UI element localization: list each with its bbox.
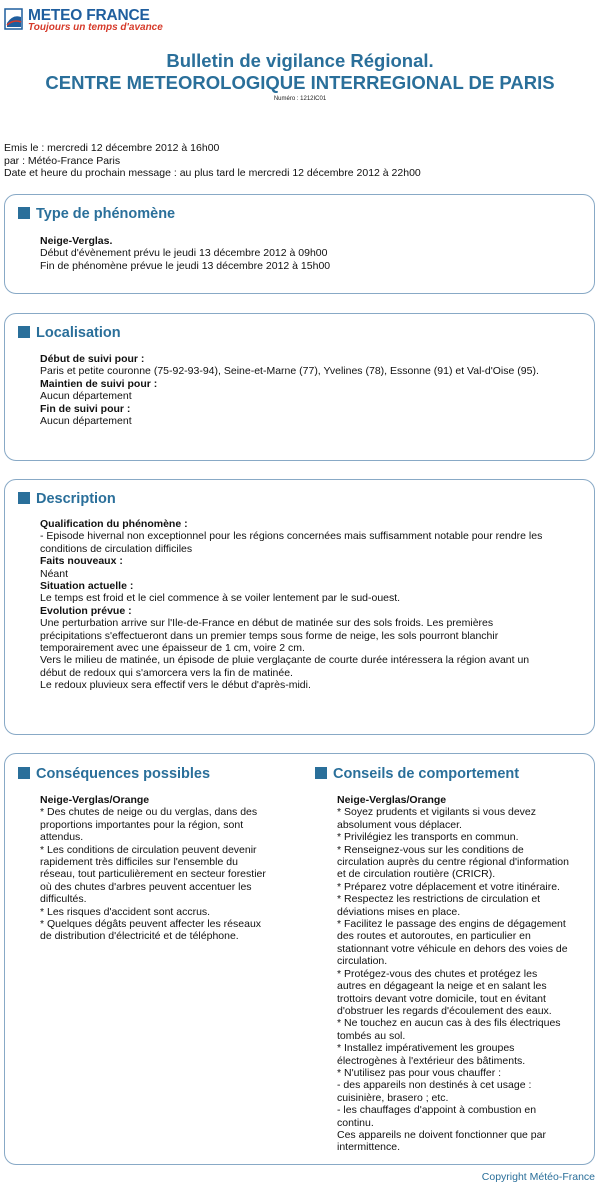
conseil-line: trottoirs devant votre domicile, tout en évitant bbox=[337, 992, 546, 1005]
emission-info bbox=[4, 142, 421, 180]
debut-suivi-label: Début de suivi pour : bbox=[40, 353, 145, 365]
evolution-line: Le redoux pluvieux sera effectif vers le début d'après-midi. bbox=[40, 679, 311, 692]
conseils-title: Conseils de comportement bbox=[315, 766, 519, 783]
localisation-title: Localisation bbox=[18, 325, 121, 342]
conseil-line: cuisinière, brasero ; etc. bbox=[337, 1091, 449, 1104]
conseil-line: * Renseignez-vous sur les conditions de bbox=[337, 843, 524, 856]
phenomene-name: Neige-Verglas. bbox=[40, 235, 113, 247]
consequence-line: attendus. bbox=[40, 831, 84, 844]
faits-nouveaux-value: Néant bbox=[40, 567, 69, 580]
situation-value: Le temps est froid et le ciel commence à se voiler lentement par le sud-ouest. bbox=[40, 592, 401, 605]
section-square-icon bbox=[18, 767, 30, 779]
evolution-line: début de redoux qui s'amorcera vers la fin de matinée. bbox=[40, 666, 293, 679]
meteo-france-logo bbox=[4, 6, 204, 36]
section-square-icon bbox=[18, 492, 30, 504]
conseil-line: électrogènes à l'extérieur des bâtiments. bbox=[337, 1054, 526, 1067]
conseil-line: continu. bbox=[337, 1116, 374, 1129]
qualification-line: - Episode hivernal non exceptionnel pour les régions concernées mais suffisamment notable pour rendre les bbox=[40, 530, 543, 543]
qualification-label: Qualification du phénomène : bbox=[40, 518, 188, 530]
evolution-label: Evolution prévue : bbox=[40, 604, 132, 617]
emis-par: par : Météo-France Paris bbox=[4, 154, 121, 167]
conseil-line: * Protégez-vous des chutes et protégez les bbox=[337, 967, 538, 980]
evolution-line: Une perturbation arrive sur l'Ile-de-France en début de matinée sur des sols froids. Les premières bbox=[40, 617, 494, 630]
conseil-line: circulation. bbox=[337, 955, 388, 968]
section-square-icon bbox=[18, 326, 30, 338]
prochain-message: Date et heure du prochain message : au plus tard le mercredi 12 décembre 2012 à 22h00 bbox=[4, 167, 421, 179]
meteo-france-logo-icon bbox=[4, 8, 24, 30]
conseil-line: des routes et autoroutes, en particulier en bbox=[337, 930, 531, 943]
centre-title: CENTRE METEOROLOGIQUE INTERREGIONAL DE PARIS bbox=[45, 72, 555, 93]
consequence-line: proportions importantes pour la région, sont bbox=[40, 818, 244, 831]
section-square-icon bbox=[315, 767, 327, 779]
conseil-line: - les chauffages d'appoint à combustion en bbox=[337, 1104, 537, 1117]
evolution-line: précipitations s'effectueront dans un premier temps sous forme de neige, les sols pourront blanchir bbox=[40, 629, 499, 642]
fin-suivi-value: Aucun département bbox=[40, 415, 132, 428]
conseil-line: * Soyez prudents et vigilants si vous devez bbox=[337, 806, 537, 819]
conseil-line: * N'utilisez pas pour vous chauffer : bbox=[337, 1066, 502, 1079]
conseil-line: * Installez impérativement les groupes bbox=[337, 1042, 515, 1055]
debut-evenement: Début d'évènement prévu le jeudi 13 décembre 2012 à 09h00 bbox=[40, 247, 328, 260]
emis-le: Emis le : mercredi 12 décembre 2012 à 16h00 bbox=[4, 142, 220, 154]
consequence-line: difficultés. bbox=[40, 893, 87, 906]
consequence-line: réseau, tout particulièrement en secteur forestier bbox=[40, 868, 266, 881]
section-square-icon bbox=[18, 207, 30, 219]
consequence-line: de distribution d'électricité et de téléphone. bbox=[40, 930, 239, 943]
conseil-line: autres en dégageant la neige et en salant les bbox=[337, 980, 547, 993]
fin-suivi-label: Fin de suivi pour : bbox=[40, 402, 131, 415]
conseil-line: Ces appareils ne doivent fonctionner que par bbox=[337, 1128, 546, 1141]
maintien-suivi-value: Aucun département bbox=[40, 390, 132, 403]
consequences-subtitle: Neige-Verglas/Orange bbox=[40, 794, 150, 806]
consequence-line: * Quelques dégâts peuvent affecter les réseaux bbox=[40, 918, 262, 931]
conseil-line: tombés au sol. bbox=[337, 1029, 406, 1042]
conseil-line: et de circulation routière (CRICR). bbox=[337, 868, 496, 881]
consequence-line: où des chutes d'arbres peuvent accentuer les bbox=[40, 880, 252, 893]
faits-nouveaux-label: Faits nouveaux : bbox=[40, 555, 123, 568]
consequence-line: rapidement très difficiles sur l'ensemble du bbox=[40, 856, 238, 869]
debut-suivi-value: Paris et petite couronne (75-92-93-94), Seine-et-Marne (77), Yvelines (78), Essonne (91) et Val-d'Oise (95). bbox=[40, 365, 539, 378]
qualification-line: conditions de circulation difficiles bbox=[40, 542, 193, 555]
conseil-line: d'obstruer les regards d'écoulement des eaux. bbox=[337, 1004, 552, 1017]
consequences-title: Conséquences possibles bbox=[18, 766, 210, 783]
evolution-line: Vers le milieu de matinée, un épisode de pluie verglaçante de courte durée intéressera la région avant un bbox=[40, 654, 530, 667]
conseil-line: absolument vous déplacer. bbox=[337, 818, 462, 831]
conseil-line: * Préparez votre déplacement et votre itinéraire. bbox=[337, 880, 560, 893]
fin-phenomene: Fin de phénomène prévue le jeudi 13 décembre 2012 à 15h00 bbox=[40, 259, 331, 272]
conseils-subtitle: Neige-Verglas/Orange bbox=[337, 794, 447, 806]
evolution-line: temporairement avec une épaisseur de 1 cm, voire 2 cm. bbox=[40, 642, 305, 655]
conseil-line: intermittence. bbox=[337, 1141, 401, 1154]
type-phenomene-section bbox=[4, 194, 595, 294]
consequences-list bbox=[40, 794, 300, 943]
conseil-line: stationnant votre véhicule en dehors des voies de bbox=[337, 942, 568, 955]
description-section bbox=[4, 479, 595, 735]
consequence-line: * Les risques d'accident sont accrus. bbox=[40, 905, 211, 918]
conseil-line: * Facilitez le passage des engins de dégagement bbox=[337, 918, 566, 931]
type-phenomene-title: Type de phénomène bbox=[18, 206, 175, 223]
conseil-line: circulation auprès du centre régional d'information bbox=[337, 856, 569, 869]
copyright: Copyright Météo-France bbox=[481, 1171, 595, 1183]
maintien-suivi-label: Maintien de suivi pour : bbox=[40, 377, 158, 390]
localisation-section bbox=[4, 313, 595, 461]
logo-title: METEO FRANCE bbox=[28, 7, 150, 24]
description-title: Description bbox=[18, 491, 116, 508]
conseil-line: * Ne touchez en aucun cas à des fils électriques bbox=[337, 1017, 561, 1030]
conseil-line: - des appareils non destinés à cet usage : bbox=[337, 1079, 532, 1092]
situation-label: Situation actuelle : bbox=[40, 580, 134, 593]
logo-subtitle: Toujours un temps d'avance bbox=[28, 22, 163, 33]
bulletin-title: Bulletin de vigilance Régional. bbox=[166, 50, 434, 71]
conseil-line: * Respectez les restrictions de circulation et bbox=[337, 893, 541, 906]
consequence-line: * Des chutes de neige ou du verglas, dans des bbox=[40, 806, 258, 819]
consequences-conseils-section bbox=[4, 753, 595, 1165]
bulletin-number: Numéro : 1212IC01 bbox=[273, 96, 327, 102]
conseils-list bbox=[337, 794, 592, 1154]
conseil-line: * Privilégiez les transports en commun. bbox=[337, 831, 519, 844]
consequence-line: * Les conditions de circulation peuvent devenir bbox=[40, 843, 257, 856]
conseil-line: déviations mises en place. bbox=[337, 905, 461, 918]
